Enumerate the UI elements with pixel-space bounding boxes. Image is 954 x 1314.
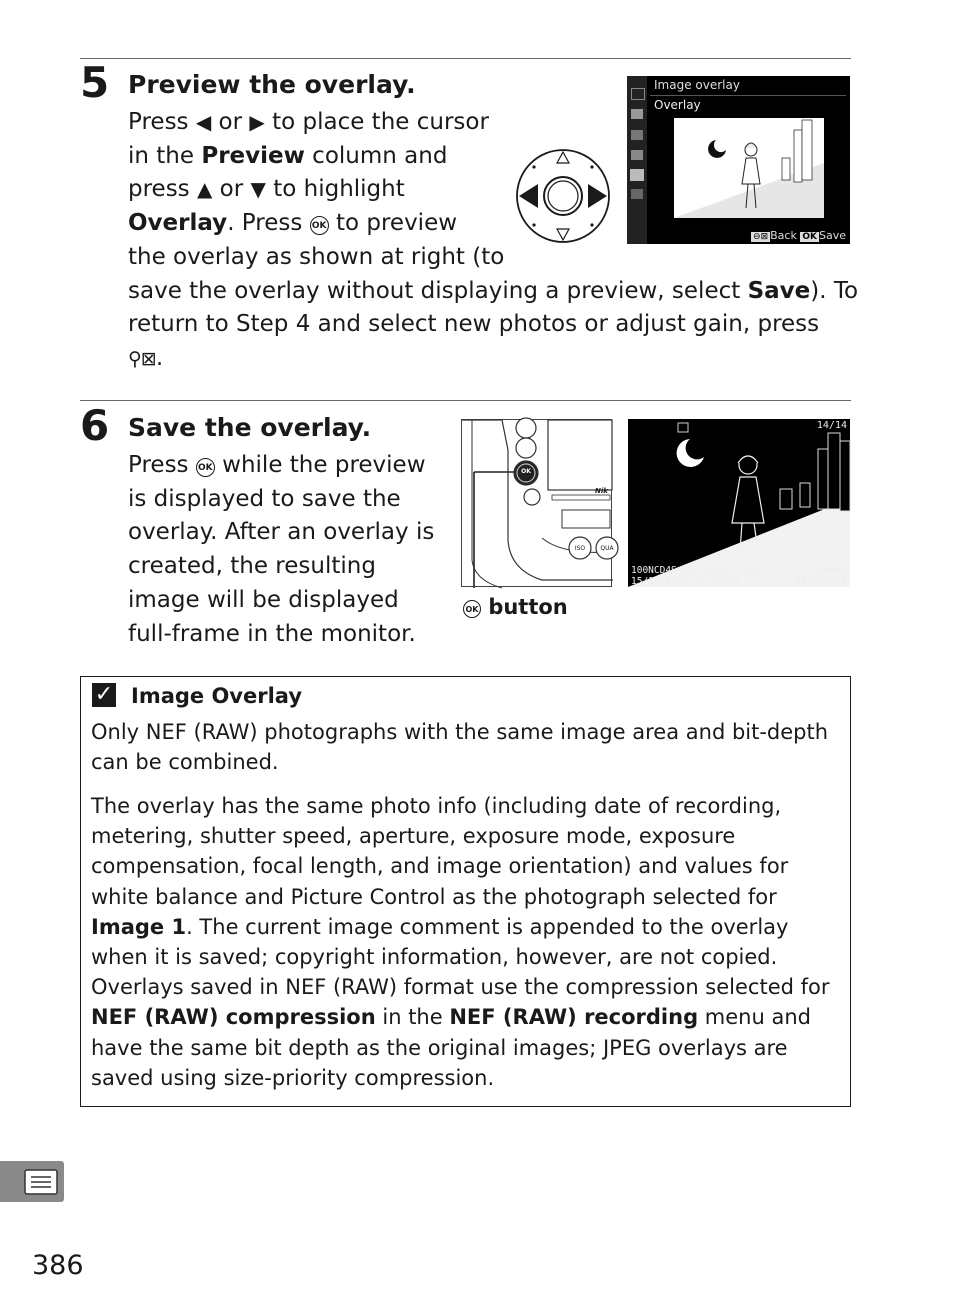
s5-line-4: Overlay. Press OK to preview bbox=[128, 210, 458, 237]
menu-guide-tab bbox=[0, 1161, 64, 1202]
s5-line-6: save the overlay without displaying a preview, select Save). To bbox=[128, 277, 859, 304]
s5-line-3: press ▲ or ▼ to highlight bbox=[128, 176, 405, 203]
image-size: 4928x3280 bbox=[795, 576, 847, 587]
playback-image bbox=[628, 419, 850, 587]
step-6-rule bbox=[80, 400, 851, 401]
s6-line-6: full-frame in the monitor. bbox=[128, 620, 416, 647]
overlay-preview-image bbox=[674, 118, 824, 218]
menu-title: Image overlay bbox=[654, 78, 740, 92]
shooting-menu-icon bbox=[631, 109, 643, 119]
step-6-number: 6 bbox=[80, 401, 110, 450]
step-6-body bbox=[128, 449, 434, 651]
image-quality: NORMAL bbox=[812, 565, 847, 576]
caution-check-icon: ✓ bbox=[92, 683, 116, 707]
menu-list-icon bbox=[24, 1169, 58, 1195]
camera-qual-button: QUA bbox=[600, 545, 614, 552]
save-key-icon: OK bbox=[802, 232, 817, 242]
up-arrow-icon: ▲ bbox=[196, 177, 213, 202]
s6-line-1: Press OK while the preview bbox=[128, 452, 426, 478]
back-key-icon: ⊖⊠ bbox=[753, 232, 769, 242]
save-label: Save bbox=[818, 229, 846, 242]
menu-item-overlay: Overlay bbox=[654, 98, 701, 112]
step-6-title: Save the overlay. bbox=[128, 413, 372, 442]
image-overlay-note bbox=[80, 676, 851, 1107]
top-rule bbox=[80, 58, 851, 59]
s5-line-8: ⚲⊠. bbox=[128, 344, 164, 371]
s6-line-2: is displayed to save the bbox=[128, 485, 401, 512]
my-menu-icon bbox=[631, 189, 643, 199]
s5-line-7: return to Step 4 and select new photos or adjust gain, press bbox=[128, 311, 820, 338]
ok-button-caption: OK button bbox=[463, 595, 568, 619]
note-paragraph-1: Only NEF (RAW) photographs with the same image area and bit-depth can be combined. bbox=[91, 720, 829, 775]
camera-back-illustration bbox=[461, 419, 612, 587]
s5-line-5: the overlay as shown at right (to bbox=[128, 243, 505, 270]
s5-line-1: Press ◀ or ▶ to place the cursor bbox=[128, 109, 489, 135]
date-time: 15/10/2013 10:02:27 bbox=[631, 576, 740, 587]
s6-line-5: image will be displayed bbox=[128, 586, 399, 613]
zoom-out-thumbnail-icon: ⚲⊠ bbox=[128, 347, 156, 370]
multi-selector-icon bbox=[514, 147, 612, 245]
step-5-title: Preview the overlay. bbox=[128, 70, 416, 99]
full-frame-playback-screen bbox=[628, 419, 850, 587]
camera-ok-button: OK bbox=[521, 468, 531, 475]
ok-button-icon: OK bbox=[196, 458, 215, 477]
ok-button-icon: OK bbox=[310, 216, 329, 235]
s6-line-4: created, the resulting bbox=[128, 553, 376, 580]
camera-brand-label: Nik bbox=[595, 487, 608, 495]
note-paragraph-2: The overlay has the same photo info (including date of recording, metering, shutter speed, aperture, exposure mode, exposure compensation, focal length, and image orientation) and values for white balance and Picture Control as the photograph selected for Image 1. The current image comment is appended to the overlay when it is saved; copyright information, however, are not copied. Overlays saved in NEF (RAW) format use the compression selected for NEF (RAW) compression in the NEF (RAW) recording menu and have the same bit depth as the original images; JPEG overlays are saved using size-priority compression. bbox=[91, 794, 830, 1090]
right-arrow-icon: ▶ bbox=[249, 110, 265, 134]
screen-footer bbox=[751, 229, 846, 242]
menu-divider bbox=[650, 95, 846, 96]
camera-body-drawing bbox=[462, 420, 613, 588]
custom-settings-icon bbox=[631, 130, 643, 140]
camera-iso-button: ISO bbox=[574, 545, 586, 552]
overlay-preview-screen bbox=[627, 76, 850, 244]
frame-counter: 14/14 bbox=[816, 420, 847, 431]
page-number: 386 bbox=[32, 1250, 84, 1281]
retouch-menu-icon bbox=[630, 169, 644, 181]
down-arrow-icon: ▼ bbox=[250, 177, 266, 202]
s6-line-3: overlay. After an overlay is bbox=[128, 519, 435, 546]
menu-tab-column bbox=[627, 76, 647, 244]
s5-line-2: in the Preview column and bbox=[128, 142, 448, 169]
back-label: Back bbox=[770, 229, 797, 242]
setup-menu-icon bbox=[631, 150, 643, 160]
note-title: Image Overlay bbox=[131, 684, 303, 708]
ok-button-icon: OK bbox=[463, 600, 481, 618]
left-arrow-icon: ◀ bbox=[195, 110, 212, 134]
step-5-number: 5 bbox=[80, 58, 110, 107]
playback-menu-icon bbox=[631, 88, 645, 100]
folder-file-name: 100NCD4S DSC_0014. JPG bbox=[631, 565, 757, 576]
